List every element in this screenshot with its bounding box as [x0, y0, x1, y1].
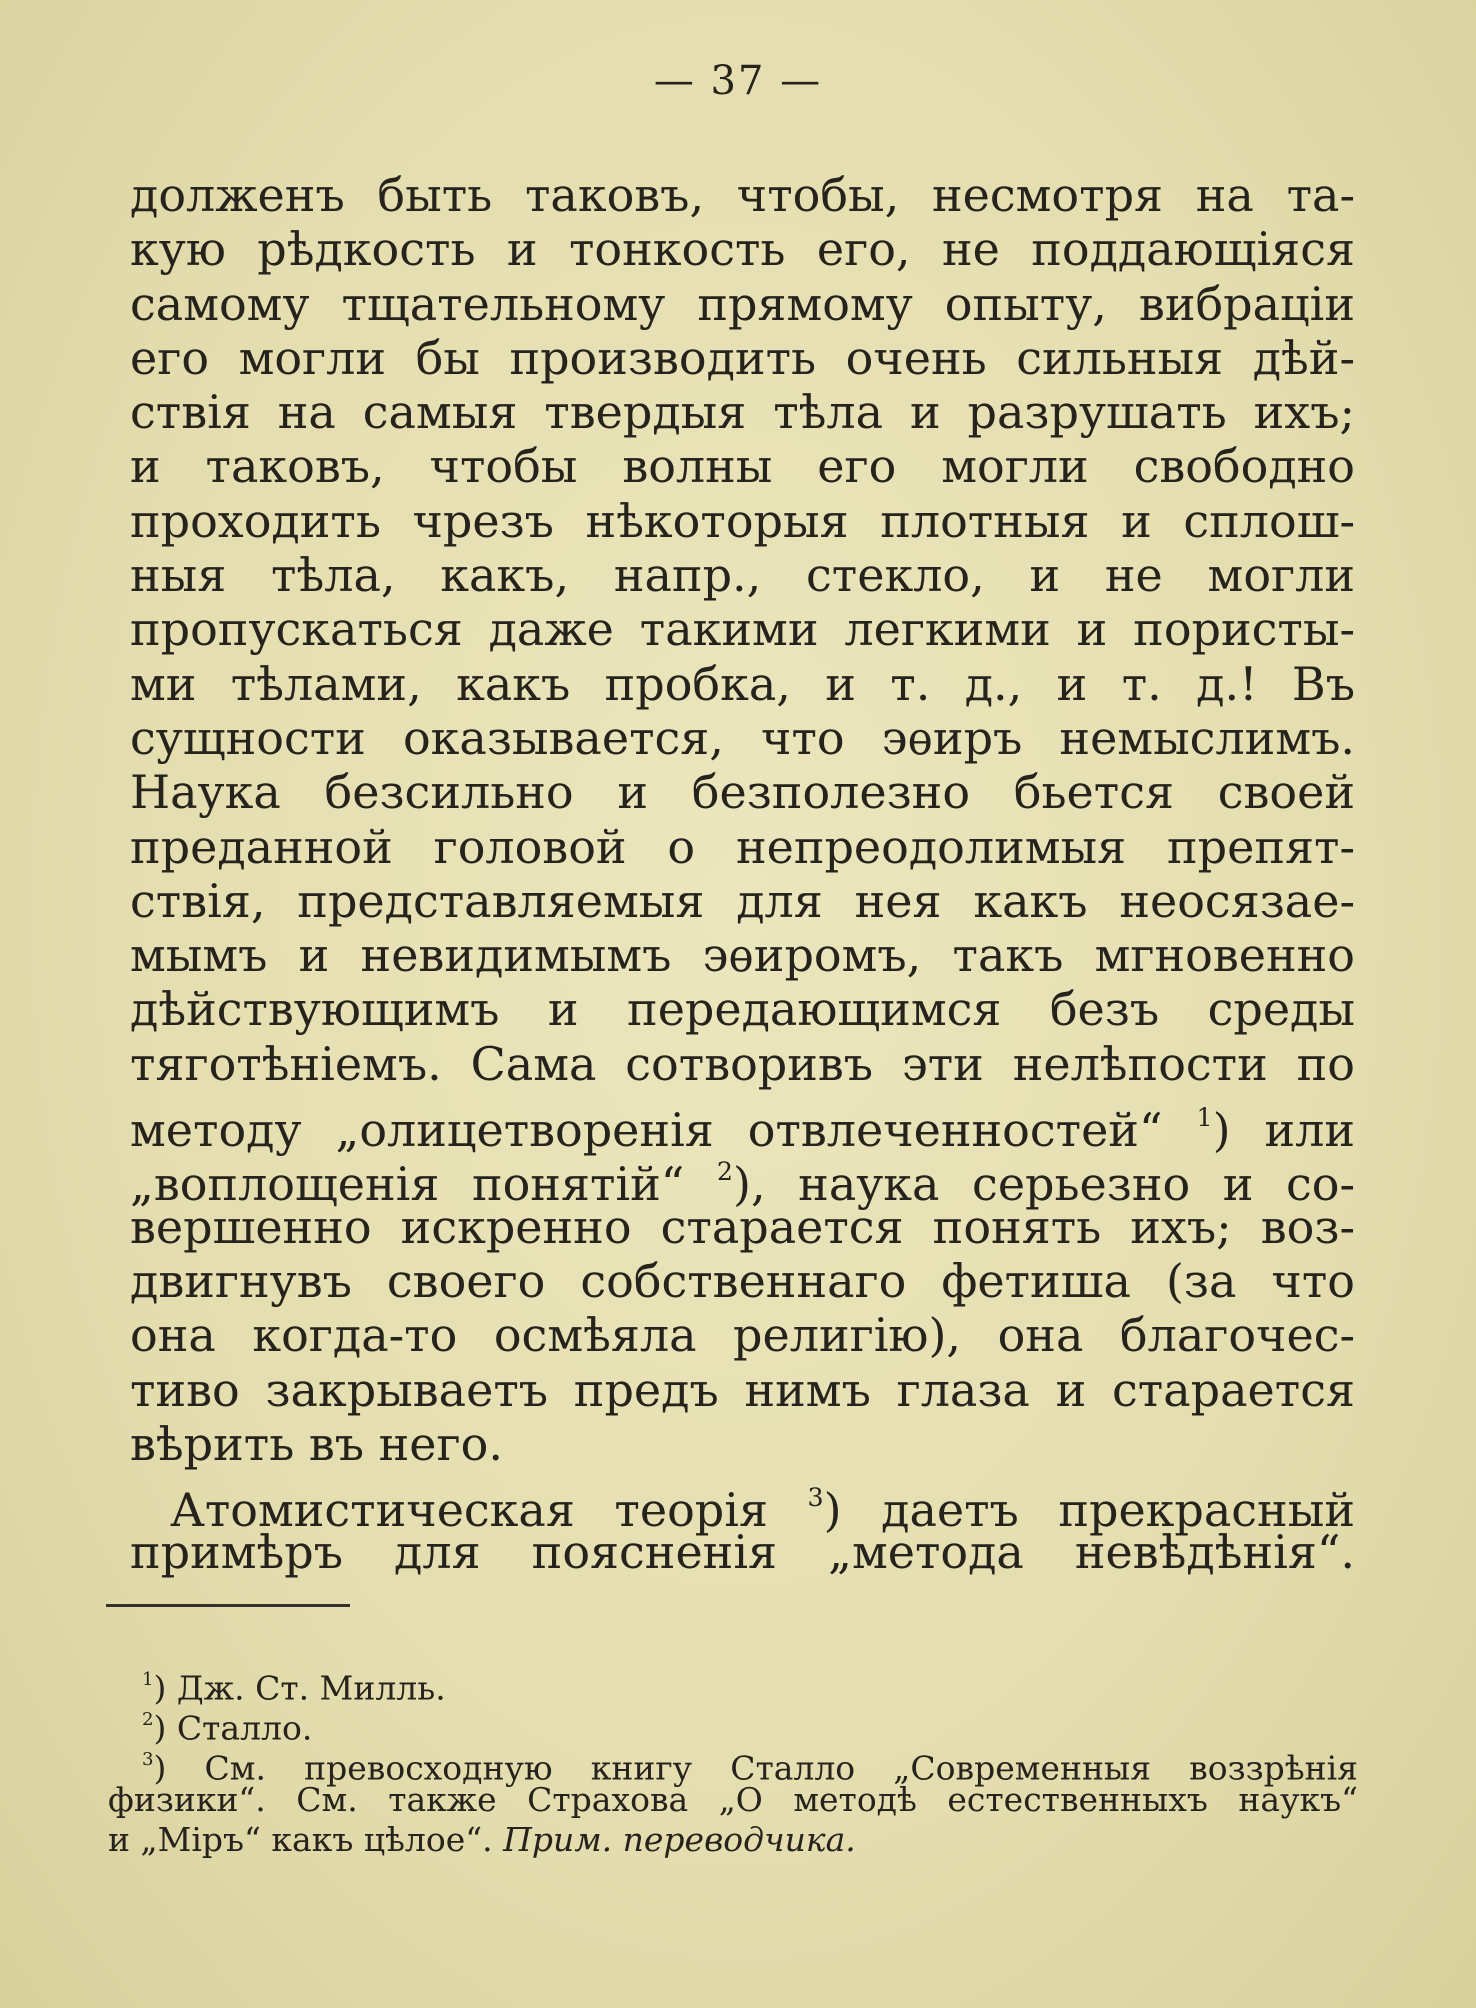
text-line: тиво закрываетъ предъ нимъ глаза и старается	[130, 1362, 1355, 1417]
text-line: Наука безсильно и безполезно бьется своей	[130, 765, 1355, 820]
text-line: проходить чрезъ нѣкоторыя плотныя и сплош-	[130, 493, 1355, 548]
text-line-with-footnote-ref	[130, 1091, 1355, 1158]
text-line-with-footnote-ref	[130, 1145, 1355, 1212]
main-text	[130, 168, 1355, 1580]
text-line: примѣръ для поясненія „метода невѣдѣнія“.	[130, 1525, 1355, 1580]
text-line: тяготѣніемъ. Сама сотворивъ эти нелѣпости по	[130, 1036, 1355, 1091]
footnote-marker: 2	[142, 1709, 154, 1730]
text-line: кую рѣдкость и тонкость его, не поддающіяся	[130, 222, 1355, 277]
text-line: она когда-то осмѣяла религію), она благочес-	[130, 1308, 1355, 1363]
footnote-text: ) См. превосходную книгу Сталло „Современныя воззрѣнія	[153, 1748, 1358, 1788]
text-line: пропускаться даже такими легкими и пористы-	[130, 602, 1355, 657]
footnotes	[108, 1660, 1358, 1860]
text-line: долженъ быть таковъ, чтобы, несмотря на та-	[130, 168, 1355, 222]
footnote-3	[108, 1740, 1358, 1788]
text-line: дѣйствующимъ и передающимся безъ среды	[130, 982, 1355, 1037]
footnote-marker: 1	[142, 1669, 154, 1690]
text-fragment: ) или	[1212, 1103, 1355, 1158]
text-line: ствія, представляемыя для нея какъ неосязае-	[130, 873, 1355, 928]
footnote-ref-1: 1	[1196, 1103, 1213, 1133]
text-line: двигнувъ своего собственнаго фетиша (за что	[130, 1253, 1355, 1308]
text-line: и таковъ, чтобы волны его могли свободно	[130, 439, 1355, 494]
text-line: самому тщательному прямому опыту, вибраціи	[130, 276, 1355, 331]
text-fragment: Атомистическая теорія	[170, 1483, 768, 1538]
text-fragment: методу „олицетворенія отвлеченностей“	[130, 1103, 1163, 1158]
text-line: мымъ и невидимымъ эѳиромъ, такъ мгновенно	[130, 928, 1355, 983]
page-number: — 37 —	[653, 58, 823, 104]
footnote-text: ) Сталло.	[153, 1708, 313, 1748]
text-line: вершенно искренно старается понять ихъ; воз-	[130, 1199, 1355, 1254]
text-line: сущности оказывается, что эѳиръ немыслимъ.	[130, 710, 1355, 765]
text-line: ствія на самыя твердыя тѣла и разрушать ихъ;	[130, 385, 1355, 440]
footnote-text: и „Міръ“ какъ цѣлое“.	[108, 1820, 493, 1859]
text-fragment: ) даетъ прекрасный	[823, 1483, 1355, 1538]
footnote-text: ) Дж. Ст. Милль.	[153, 1668, 446, 1708]
translator-note: Прим. переводчика.	[503, 1820, 856, 1859]
footnote-divider	[106, 1604, 350, 1607]
text-fragment: ), наука серьезно и со-	[733, 1157, 1355, 1212]
paragraph-end-line: вѣрить въ него.	[130, 1416, 503, 1471]
footnote-2	[108, 1700, 1358, 1748]
footnote-ref-2: 2	[716, 1157, 734, 1187]
footnote-3-continued: физики“. См. также Страхова „О методѣ естественныхъ наукъ“	[108, 1780, 1358, 1819]
text-line: ми тѣлами, какъ пробка, и т. д., и т. д.! Въ	[130, 656, 1355, 711]
text-line: его могли бы производить очень сильныя дѣй-	[130, 330, 1355, 385]
footnote-marker: 3	[142, 1749, 154, 1770]
text-line: ныя тѣла, какъ, напр., стекло, и не могли	[130, 548, 1355, 603]
text-fragment: „воплощенія понятій“	[130, 1157, 685, 1212]
text-line: преданной головой о непреодолимыя препят-	[130, 819, 1355, 874]
footnote-ref-3: 3	[807, 1483, 824, 1513]
footnote-1	[108, 1660, 1358, 1708]
text-line-with-footnote-ref	[130, 1471, 1355, 1538]
footnote-3-end	[108, 1820, 1358, 1860]
